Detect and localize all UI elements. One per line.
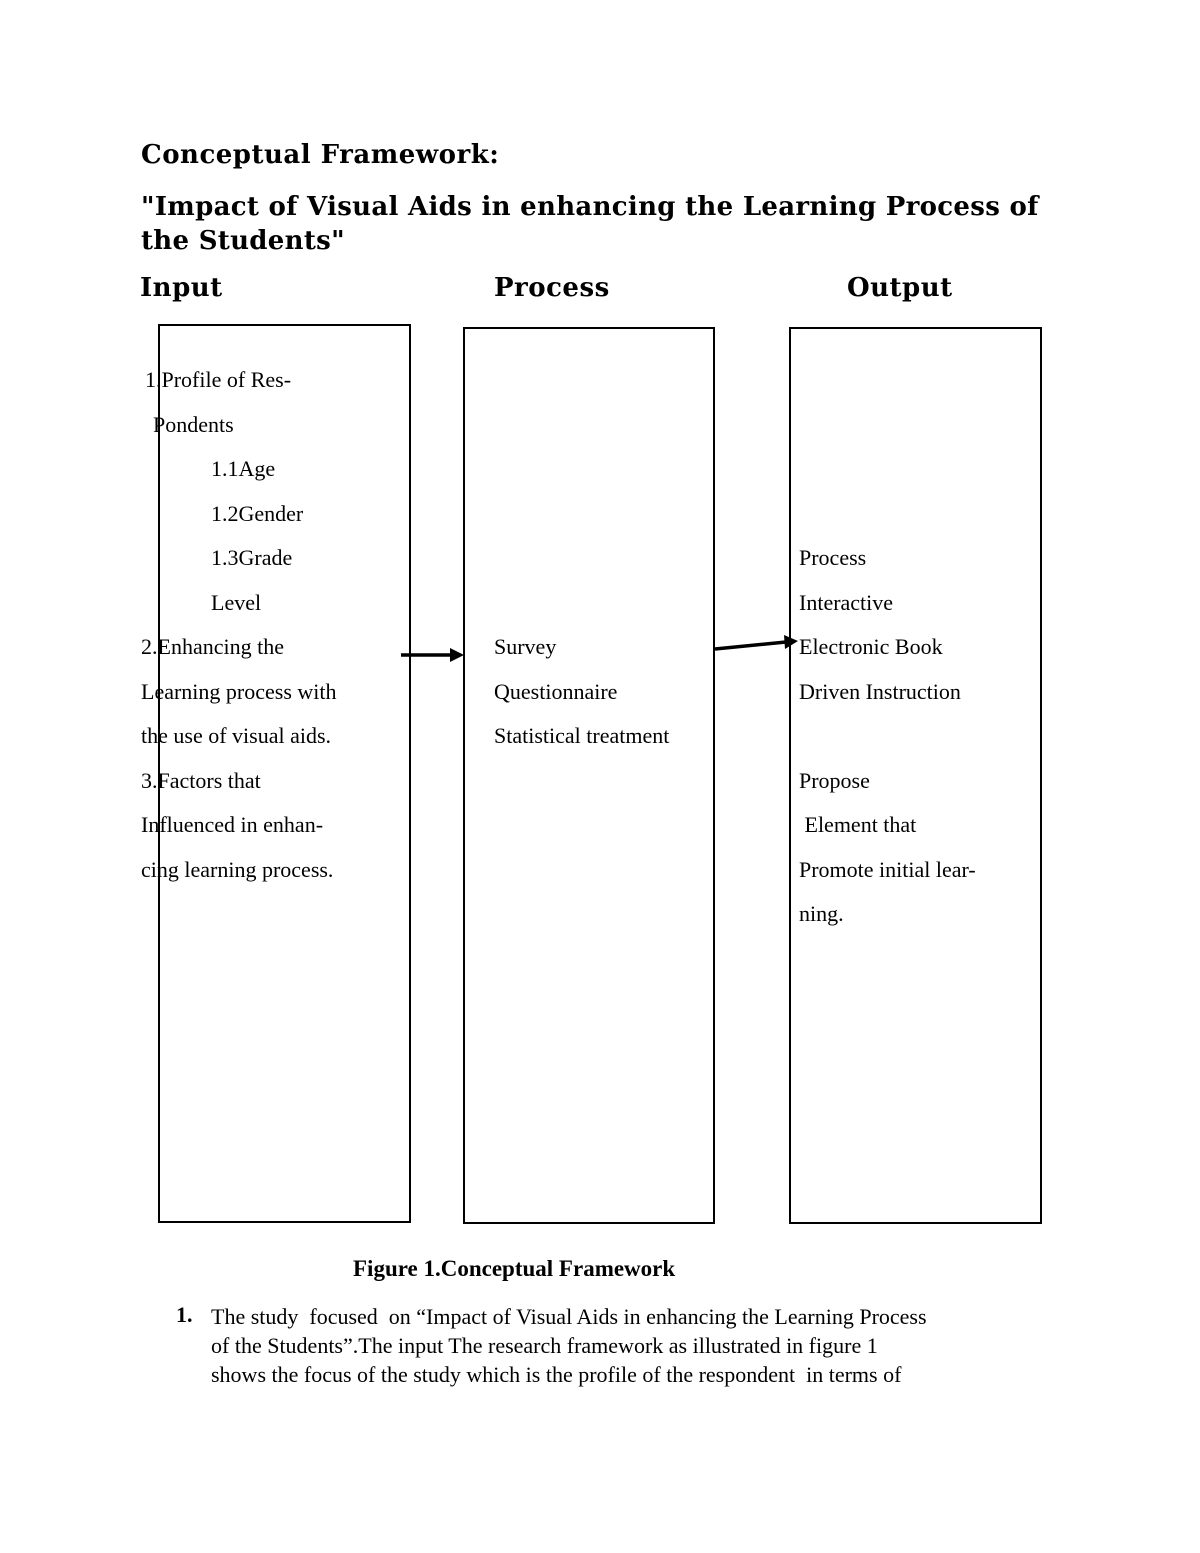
output-item: ning. (799, 901, 844, 926)
input-item: 1.Profile of Res- (145, 367, 292, 392)
input-item: 1.3Grade (211, 545, 293, 570)
figure-caption: Figure 1.Conceptual Framework (353, 1256, 676, 1281)
process-heading: Process (494, 273, 610, 303)
input-item: Learning process with (141, 679, 337, 704)
input-item: Level (211, 590, 262, 615)
input-item: 3.Factors that (141, 768, 261, 793)
output-item: Process (799, 545, 867, 570)
input-item: 1.2Gender (211, 501, 304, 526)
list-number: 1. (176, 1302, 193, 1327)
arrow-input-to-process (401, 648, 464, 662)
body-paragraph (211, 1302, 1071, 1389)
output-item: Element that (799, 812, 917, 837)
input-item: Influenced in enhan- (141, 812, 324, 837)
study-title: "Impact of Visual Aids in enhancing the Learning Process of the Students" (141, 192, 1039, 256)
output-item: Driven Instruction (799, 679, 961, 704)
paragraph-line: The study focused on “Impact of Visual Aids in enhancing the Learning Process (211, 1304, 927, 1329)
arrow-process-to-output (715, 635, 798, 649)
output-item: Promote initial lear- (799, 857, 976, 882)
input-item: 2.Enhancing the (141, 634, 284, 659)
input-item: cing learning process. (141, 857, 334, 882)
output-heading: Output (847, 273, 953, 303)
output-item: Electronic Book (799, 634, 943, 659)
section-title: Conceptual Framework: (141, 140, 500, 170)
process-item: Survey (494, 634, 557, 659)
paragraph-line: shows the focus of the study which is the profile of the respondent in terms of (211, 1362, 902, 1387)
input-heading: Input (140, 273, 223, 303)
input-item: 1.1Age (211, 456, 276, 481)
process-item: Statistical treatment (494, 723, 670, 748)
output-item: Interactive (799, 590, 894, 615)
input-item: Pondents (153, 412, 234, 437)
process-item: Questionnaire (494, 679, 618, 704)
output-item: Propose (799, 768, 870, 793)
paragraph-line: of the Students”.The input The research framework as illustrated in figure 1 (211, 1333, 878, 1358)
input-item: the use of visual aids. (141, 723, 332, 748)
